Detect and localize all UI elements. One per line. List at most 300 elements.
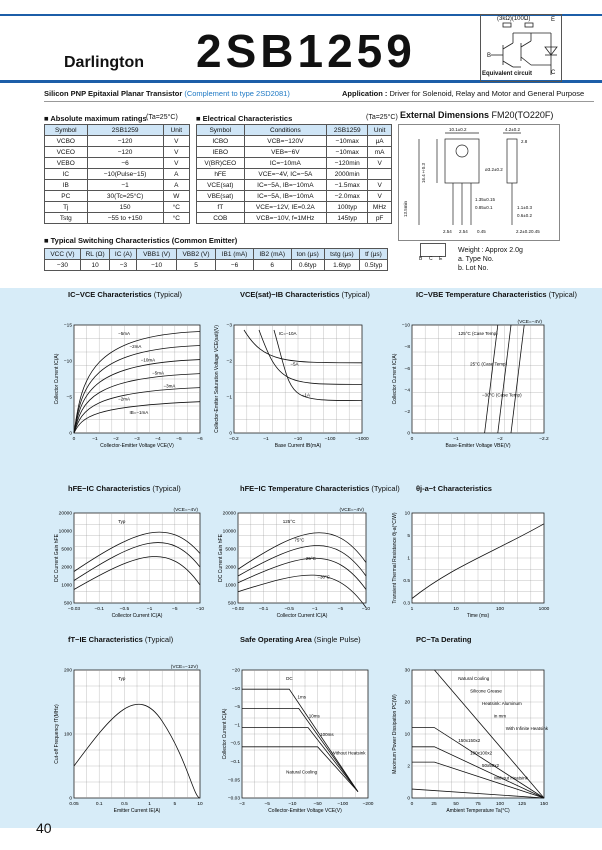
chart-svg [216, 497, 382, 625]
x-tick-label: −10 [361, 607, 371, 612]
table-cell: IC [45, 169, 88, 180]
part-number-title: 2SB1259 [196, 25, 416, 77]
switching-title: ■ Typical Switching Characteristics (Common Emitter) [44, 236, 238, 245]
abs-max-table [44, 124, 190, 224]
x-tick-label: −50 [313, 802, 322, 807]
curve-label: 125°C [282, 519, 296, 524]
pin-b: B [419, 256, 423, 262]
x-tick-label: −0.03 [67, 607, 81, 612]
table-cell: A [163, 180, 189, 191]
curve-label: 50x50x2 [481, 763, 499, 769]
x-tick-label: −2.2 [539, 437, 549, 442]
x-tick-label: 1 [410, 607, 414, 612]
y-tick-label: −3 [226, 323, 232, 329]
table-cell: 0.5typ [359, 260, 387, 271]
table-cell: −55 to +150 [87, 213, 163, 224]
pinout-box [420, 243, 446, 257]
table-cell [368, 169, 392, 180]
chart-title: IC−VBE Temperature Characteristics (Typical) [416, 290, 577, 299]
table-cell: V [368, 158, 392, 169]
category-label: Darlington [64, 54, 144, 71]
x-tick-label: −0.02 [231, 607, 245, 612]
y-tick-label: 0 [407, 796, 410, 802]
dim-pitch2: 2.54 [459, 229, 468, 234]
table-cell: VCE=−12V, IE=0.2A [244, 202, 327, 213]
table-cell: −30 [45, 260, 81, 271]
chart-8 [216, 635, 382, 816]
y-tick-label: −8 [404, 345, 410, 351]
x-axis-label: Base Current IB(mA) [274, 443, 322, 449]
y-tick-label: 1000 [61, 583, 72, 589]
curve-label: 100x100x2 [470, 750, 493, 756]
curve-label: −2mA [129, 344, 142, 350]
table-cell: IB [45, 180, 88, 191]
x-tick-label: 10 [453, 607, 459, 612]
y-tick-label: −0.05 [227, 778, 240, 784]
curve-label: 150x150x2 [458, 738, 481, 744]
weight-note: Weight : Approx 2.0g [458, 247, 523, 254]
curve-label: IB=−1mA [129, 409, 149, 415]
chart-svg [392, 303, 564, 451]
x-tick-label: 0 [410, 802, 414, 807]
table-cell: VCB=−10V, f=1MHz [244, 213, 327, 224]
table-cell: −10 [137, 260, 176, 271]
curve-label: Typ [118, 676, 126, 681]
curve-label: With Infinite Heatsink [505, 725, 549, 731]
x-tick-label: −2 [113, 437, 119, 442]
table-cell: IB2 (mA) [253, 249, 291, 260]
x-tick-label: −4 [155, 437, 161, 442]
y-axis-label: Collector Current IC(A) [392, 353, 398, 405]
table-row [45, 180, 190, 191]
x-tick-label: −0.5 [119, 607, 130, 612]
curve-label: IC=−10A [278, 331, 297, 336]
y-axis-label: DC Current Gain hFE [54, 534, 60, 582]
curve-label: Silicone Grease [470, 688, 502, 694]
circuit-resistors: (3kΩ)(100Ω) [497, 16, 531, 22]
y-tick-label: 0 [69, 431, 72, 437]
y-tick-label: −4 [404, 388, 410, 394]
header-cell: 2SB1259 [327, 125, 368, 136]
dim-hole: ø3.2±0.2 [485, 167, 503, 172]
table-cell: pF [368, 213, 392, 224]
table-row [45, 147, 190, 158]
x-tick-label: 0.05 [69, 802, 79, 807]
table-cell: V [163, 158, 189, 169]
curve-label: Natural Cooling [286, 769, 318, 775]
x-tick-label: 50 [453, 802, 459, 807]
note-b: b. Lot No. [458, 265, 489, 272]
device-description: Silicon PNP Epitaxial Planar Transistor [44, 89, 183, 98]
package-drawing [398, 124, 560, 241]
x-axis-label: Collector Current IC(A) [111, 613, 163, 619]
x-axis-label: Collector-Emitter Voltage VCE(V) [100, 443, 174, 449]
table-cell: IB1 (mA) [216, 249, 254, 260]
dim-lead1: 1.35±0.15 [475, 197, 495, 202]
y-tick-label: −2 [404, 410, 410, 415]
table-cell: 100typ [327, 202, 368, 213]
ext-dim-title: External Dimensions FM20(TO220F) [400, 110, 554, 120]
y-axis-label: Collector Current IC(A) [222, 708, 228, 760]
y-tick-label: −0.1 [230, 760, 240, 766]
x-tick-label: 0 [72, 437, 76, 442]
table-row [197, 213, 392, 224]
chart-svg [216, 648, 382, 816]
application-text: Driver for Solenoid, Relay and Motor and General Purpose [389, 89, 585, 98]
table-cell: V [368, 180, 392, 191]
page-number: 40 [36, 820, 52, 836]
table-cell: −120 [87, 136, 163, 147]
curve-label: Natural Cooling [458, 676, 490, 681]
x-tick-label: −3 [239, 802, 245, 807]
x-tick-label: −0.5 [284, 607, 294, 612]
table-cell: −10max [327, 147, 368, 158]
chart-svg [44, 648, 206, 816]
chart-svg [216, 303, 382, 451]
x-tick-label: −200 [362, 802, 374, 807]
table-cell: −2.0max [327, 191, 368, 202]
table-row [197, 191, 392, 202]
application-label: Application : [342, 89, 388, 98]
complement-note: (Complement to type 2SD2081) [184, 89, 290, 98]
table-row [45, 191, 190, 202]
x-tick-label: −100 [324, 437, 336, 442]
table-cell: 6 [253, 260, 291, 271]
curve-label: DC [286, 676, 293, 681]
table-cell: −1.5max [327, 180, 368, 191]
dim-pitch1: 2.54 [443, 229, 452, 234]
chart-9 [392, 635, 564, 816]
table-cell: −3 [110, 260, 137, 271]
table-cell: VCE(sat) [197, 180, 245, 191]
y-tick-label: 500 [227, 601, 236, 607]
y-tick-label: −20 [231, 668, 240, 674]
curve-label: in mm [493, 713, 507, 719]
x-tick-label: 150 [539, 802, 549, 807]
y-tick-label: 100 [63, 732, 72, 738]
table-cell: Tj [45, 202, 88, 213]
x-tick-label: −1 [146, 607, 153, 612]
table-cell: 10 [80, 260, 110, 271]
table-cell: VCE=−4V, IC=−5A [244, 169, 327, 180]
table-row [45, 249, 388, 260]
table-row [45, 158, 190, 169]
y-tick-label: −10 [401, 323, 410, 329]
y-tick-label: 200 [63, 668, 72, 674]
table-cell: IC=−5A, IB=−10mA [244, 180, 327, 191]
table-row [197, 202, 392, 213]
table-row [45, 260, 388, 271]
curve-label: Heatsink: Aluminum [481, 700, 522, 706]
chart-title: hFE−IC Characteristics (Typical) [68, 484, 181, 493]
dim-lead7: 0.6±0.2 [517, 213, 532, 218]
pin-c: C [429, 256, 433, 262]
table-cell: °C [163, 213, 189, 224]
x-tick-label: −1 [453, 437, 459, 442]
x-tick-label: 0 [410, 437, 414, 442]
x-axis-label: Base-Emitter Voltage VBE(V) [445, 443, 511, 449]
elec-condition: (Ta=25°C) [366, 114, 398, 121]
table-cell: IC=−10mA [244, 158, 327, 169]
circuit-caption: Equivalent circuit [482, 71, 533, 77]
x-tick-label: −1 [92, 437, 98, 442]
table-cell: VBB1 (V) [137, 249, 176, 260]
y-tick-label: 0.3 [403, 601, 410, 607]
y-tick-label: 0 [69, 796, 72, 802]
chart-condition: (VCE=−4V) [173, 508, 198, 513]
chart-title: IC−VCE Characteristics (Typical) [68, 290, 183, 299]
y-tick-label: 10 [404, 732, 410, 738]
y-tick-label: −10 [231, 686, 240, 692]
chart-condition: (VCE=−4V) [339, 508, 364, 513]
table-row [197, 147, 392, 158]
curve-label: −5A [290, 361, 299, 367]
table-cell: V [163, 147, 189, 158]
table-cell: 1.6typ [324, 260, 359, 271]
y-axis-label: Maximum Power Dissipation PC(W) [392, 694, 398, 774]
x-tick-label: 100 [495, 802, 505, 807]
chart-title: VCE(sat)−IB Characteristics (Typical) [240, 290, 370, 299]
table-cell: W [163, 191, 189, 202]
header-cell: Symbol [197, 125, 245, 136]
chart-svg [392, 648, 564, 816]
x-tick-label: 75 [475, 802, 481, 807]
y-tick-label: 5000 [61, 547, 72, 553]
x-tick-label: −5 [264, 802, 270, 807]
y-axis-label: Collector-Emitter Saturation Voltage VCE(sat)(V) [214, 325, 220, 433]
table-cell: μA [368, 136, 392, 147]
x-axis-label: Collector Current IC(A) [276, 613, 328, 619]
table-cell: −120 [87, 147, 163, 158]
table-cell: A [163, 169, 189, 180]
table-cell: VBE(sat) [197, 191, 245, 202]
table-row [45, 213, 190, 224]
curve-label: Without Heatsink [493, 775, 528, 781]
pin-c-label: C [551, 70, 556, 76]
table-row [197, 136, 392, 147]
table-cell: hFE [197, 169, 245, 180]
y-tick-label: −10 [63, 359, 72, 365]
y-tick-label: 0.5 [403, 579, 410, 585]
table-cell: Tstg [45, 213, 88, 224]
y-tick-label: 1000 [225, 583, 236, 589]
table-cell: −6 [87, 158, 163, 169]
y-axis-label: DC Current Gain hFE [218, 534, 224, 582]
table-cell: VBB2 (V) [176, 249, 215, 260]
table-cell: PC [45, 191, 88, 202]
y-tick-label: −1 [226, 395, 232, 401]
pin-b-label: B [487, 53, 492, 59]
table-cell: V [368, 191, 392, 202]
x-tick-label: −1 [312, 607, 318, 612]
y-tick-label: −15 [63, 323, 72, 329]
curve-label: −1A [301, 392, 310, 398]
dim-lead3: 0.45 [477, 229, 486, 234]
x-tick-label: −5 [337, 607, 344, 612]
table-cell: 30(Tc=25°C) [87, 191, 163, 202]
x-tick-label: −10 [293, 437, 303, 442]
y-tick-label: −1 [234, 723, 240, 729]
header-cell: Symbol [45, 125, 88, 136]
y-tick-label: 500 [63, 601, 72, 607]
chart-1 [44, 290, 206, 451]
table-cell: VCEO [45, 147, 88, 158]
curve-label: Typ [118, 519, 126, 524]
table-row [45, 202, 190, 213]
table-cell: ton (μs) [291, 249, 324, 260]
table-row [197, 180, 392, 191]
chart-title: PC−Ta Derating [416, 635, 472, 644]
dim-tab: 2.8 [521, 139, 528, 144]
y-tick-label: 0 [407, 431, 410, 437]
table-cell: −10max [327, 136, 368, 147]
x-tick-label: −0.1 [94, 607, 104, 612]
chart-svg [44, 497, 206, 625]
curve-label: −30°C (Case Temp) [481, 392, 522, 398]
chart-6 [392, 484, 564, 625]
curve-label: Without Heatsink [331, 750, 366, 756]
header-cell: Unit [368, 125, 392, 136]
curve-label: −10mA [140, 357, 156, 363]
x-tick-label: −6 [197, 437, 203, 442]
x-tick-label: 125 [517, 802, 527, 807]
x-tick-label: −3 [134, 437, 140, 442]
ext-notes [458, 246, 523, 273]
x-axis-label: Emitter Current IE(A) [113, 808, 161, 814]
pin-e: E [439, 256, 443, 262]
curve-label: 125°C (Case Temp) [458, 331, 498, 336]
x-axis-label: Ambient Temperature Ta(°C) [446, 808, 510, 814]
curve-label: −5mA [152, 370, 165, 376]
curve-label: 10ms [308, 713, 320, 719]
table-cell: VEB=−6V [244, 147, 327, 158]
y-tick-label: 30 [404, 668, 410, 674]
chart-2 [214, 290, 382, 451]
y-tick-label: 2000 [61, 565, 72, 571]
y-tick-label: −6 [404, 366, 410, 372]
table-cell: −6 [216, 260, 254, 271]
chart-svg [44, 303, 206, 451]
table-cell: fT [197, 202, 245, 213]
dim-lead4: 2.2±0.2 [516, 229, 531, 234]
elec-table [196, 124, 392, 224]
y-tick-label: 2 [407, 764, 410, 770]
switching-table [44, 248, 388, 271]
pin-e-label: E [551, 17, 556, 23]
table-row [45, 169, 190, 180]
table-cell: °C [163, 202, 189, 213]
chart-title: hFE−IC Temperature Characteristics (Typical) [240, 484, 400, 493]
table-cell: ICBO [197, 136, 245, 147]
curve-label: 1ms [297, 694, 306, 700]
table-cell: 2000min [327, 169, 368, 180]
curve-label: −3mA [163, 383, 176, 389]
chart-3 [392, 290, 577, 451]
y-tick-label: −0.5 [230, 741, 240, 747]
y-tick-label: −5 [66, 395, 72, 401]
y-tick-label: −0.03 [227, 796, 240, 802]
x-tick-label: 0.5 [121, 802, 128, 807]
chart-title: fT−IE Characteristics (Typical) [68, 635, 174, 644]
table-cell: VCB=−120V [244, 136, 327, 147]
y-tick-label: 20 [404, 700, 410, 706]
x-tick-label: −0.2 [229, 437, 239, 442]
table-cell: 0.6typ [291, 260, 324, 271]
y-tick-label: 0 [229, 431, 232, 437]
table-cell: −1 [87, 180, 163, 191]
curve-label: 25°C (Case Temp) [470, 361, 508, 367]
dim-body-height: 16.4±0.3 [421, 163, 426, 184]
y-tick-label: −2 [226, 359, 232, 365]
y-tick-label: 20000 [58, 511, 72, 517]
table-cell: V(BR)CEO [197, 158, 245, 169]
table-cell: −120min [327, 158, 368, 169]
table-cell: −10(Pulse−15) [87, 169, 163, 180]
x-tick-label: 0.1 [95, 802, 103, 807]
x-tick-label: 25 [431, 802, 437, 807]
x-tick-label: −5 [176, 437, 182, 442]
y-tick-label: 5000 [225, 547, 236, 553]
curve-label: −30°C [317, 574, 331, 580]
x-tick-label: 1 [148, 802, 151, 807]
y-tick-label: 1 [407, 556, 410, 562]
table-cell: VCC (V) [45, 249, 81, 260]
y-tick-label: 20000 [222, 511, 236, 517]
application-line [342, 89, 584, 98]
header-cell: Conditions [244, 125, 327, 136]
x-tick-label: −1 [263, 437, 269, 442]
x-tick-label: 100 [495, 607, 505, 612]
table-cell: 5 [176, 260, 215, 271]
chart-condition: (VCE=−12V) [170, 665, 198, 670]
y-axis-label: Transient Thermal Resistance θj-a(°C/W) [392, 512, 398, 604]
dim-lead-length: 13.5min [403, 201, 408, 218]
table-header-row [45, 125, 190, 136]
table-cell: tstg (μs) [324, 249, 359, 260]
y-tick-label: 10 [404, 511, 410, 517]
x-tick-label: 1000 [538, 607, 550, 612]
divider [44, 101, 594, 102]
x-tick-label: 5 [173, 802, 177, 807]
y-tick-label: 10000 [222, 529, 236, 535]
x-tick-label: −10 [288, 802, 297, 807]
abs-max-condition: (Ta=25°C) [146, 114, 178, 121]
y-axis-label: Cut-off Frequency fT(MHz) [54, 704, 60, 764]
y-tick-label: −5 [234, 705, 240, 711]
table-cell: MHz [368, 202, 392, 213]
table-row [197, 158, 392, 169]
table-row [197, 169, 392, 180]
table-cell: VEBO [45, 158, 88, 169]
x-tick-label: −0.1 [258, 607, 269, 612]
table-row [45, 136, 190, 147]
dim-width: 10.1±0.2 [449, 127, 467, 132]
chart-title: Safe Operating Area (Single Pulse) [240, 635, 361, 644]
y-tick-label: 5 [407, 534, 410, 540]
y-axis-label: Collector Current IC(A) [54, 353, 60, 405]
y-tick-label: 2000 [225, 565, 236, 571]
table-cell: tf (μs) [359, 249, 387, 260]
x-tick-label: −5 [172, 607, 178, 612]
x-tick-label: −2 [497, 437, 503, 442]
curve-label: −5mA [118, 331, 130, 336]
curve-label: 100ms [320, 732, 334, 737]
curve-label: 25°C [305, 556, 316, 561]
table-cell: IC=−5A, IB=−10mA [244, 191, 327, 202]
dim-lead5: 0.45 [531, 229, 540, 234]
curve-label: 75°C [294, 537, 305, 543]
dim-thickness: 4.2±0.2 [505, 127, 520, 132]
